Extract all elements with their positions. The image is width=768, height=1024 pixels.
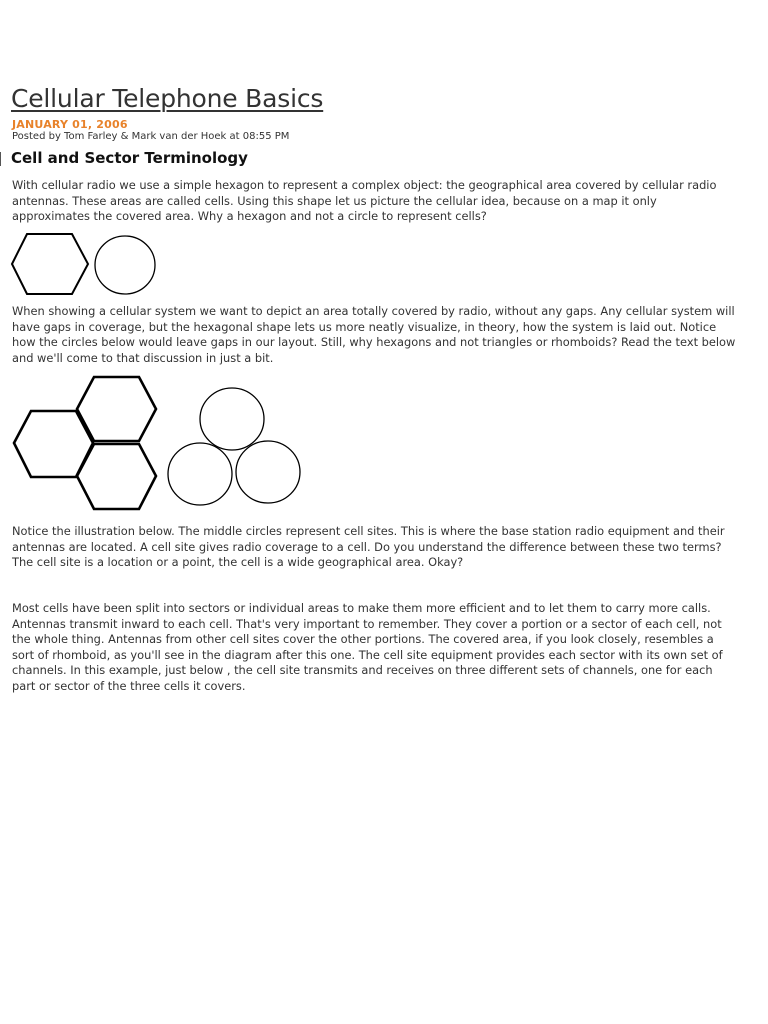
hexagon-bottom [77, 444, 156, 509]
paragraph-cell-sites: Notice the illustration below. The middle circles represent cell sites. This is where the base station radio equipment and their antennas are located. A cell site gives radio coverage to a cell. Do you understand the difference between these two terms? The cell site is a location or a point, the cell is a wide geographical area. Okay? [12, 524, 725, 569]
hexagon-vs-circle-figure [0, 228, 170, 300]
circle-bottom-right [236, 441, 300, 503]
hexagon-top [77, 377, 156, 441]
hexagon-cluster-vs-circle-cluster-figure [0, 372, 320, 517]
post-date: JANUARY 01, 2006 [12, 118, 128, 131]
circle-cluster [168, 388, 300, 505]
circle-top [200, 388, 264, 450]
single-hexagon-shape [12, 234, 88, 294]
paragraph-hexagon-intro: With cellular radio we use a simple hexagon to represent a complex object: the geographical area covered by cellular radio antennas. These areas are called cells. Using this shape let us picture the cellular idea, because on a map it only approximates the covered area. Why a hexagon and not a circle to represent cells? [12, 178, 717, 223]
paragraph-coverage-gaps: When showing a cellular system we want to depict an area totally covered by radio, without any gaps. Any cellular system will have gaps in coverage, but the hexagonal shape lets us more neatly visualize, in theory, how the system is laid out. Notice how the circles below would leave gaps in our layout. Still, why hexagons and not triangles or rhomboids? Read the text below and we'll come to that discussion in just a bit. [12, 304, 736, 365]
circle-bottom-left [168, 443, 232, 505]
byline: Posted by Tom Farley & Mark van der Hoek at 08:55 PM [12, 131, 290, 142]
section-heading: Cell and Sector Terminology [11, 149, 248, 167]
single-circle-shape [95, 236, 155, 294]
page-title: Cellular Telephone Basics [11, 84, 324, 113]
left-margin-rule [0, 152, 1, 166]
paragraph-sectors: Most cells have been split into sectors or individual areas to make them more efficient and to let them to carry more calls. Antennas transmit inward to each cell. That's very important to remember. They cover a portion or a sector of each cell, not the whole thing. Antennas from other cell sites cover the other portions. The covered area, if you look closely, resembles a sort of rhomboid, as you'll see in the diagram after this one. The cell site equipment provides each sector with its own set of channels. In this example, just below , the cell site transmits and receives on three different sets of channels, one for each part or sector of the three cells it covers. [12, 601, 723, 693]
hexagon-cluster [14, 377, 156, 509]
